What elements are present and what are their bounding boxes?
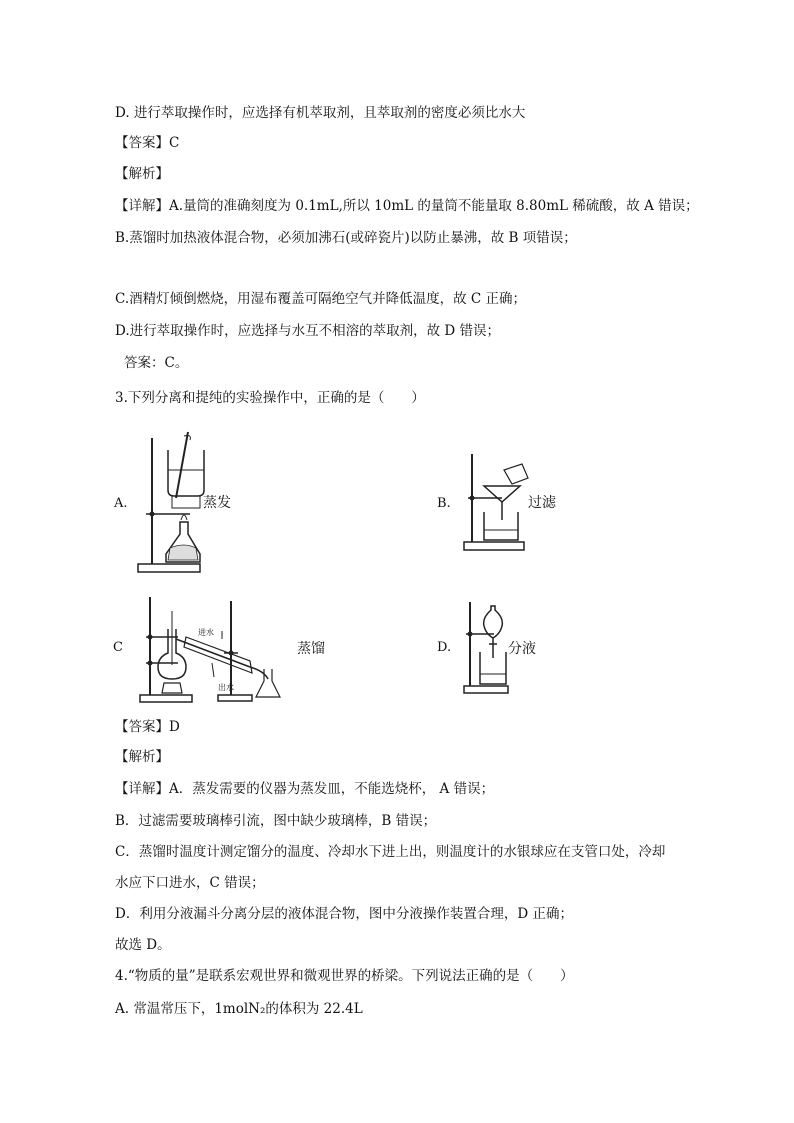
analysis-heading-2: 【解析】 (115, 749, 169, 765)
detail-b-2: B．过滤需要玻璃棒引流，图中缺少玻璃棒，B 错误； (115, 813, 437, 829)
water-out-label: 出水 (218, 683, 234, 692)
figure-d-label: 分液 (508, 641, 536, 657)
figure-b-label: 过滤 (528, 495, 556, 511)
detail-a-2: 【详解】A．蒸发需要的仪器为蒸发皿，不能选烧杯， A 错误； (115, 781, 495, 797)
answer-summary: 答案：C。 (124, 355, 189, 371)
filtration-apparatus (462, 450, 530, 555)
figure-a-letter: A. (114, 496, 128, 511)
question-4-option-a: A. 常温常压下，1molN₂的体积为 22.4L (115, 1001, 363, 1017)
option-d-text: D. 进行萃取操作时，应选择有机萃取剂，且萃取剂的密度必须比水大 (115, 105, 526, 121)
water-in-label: 进水 (198, 628, 214, 637)
question-4: 4.“物质的量”是联系宏观世界和微观世界的桥梁。下列说法正确的是（ ） (115, 968, 574, 984)
separatory-funnel-apparatus (462, 598, 512, 698)
conclusion: 故选 D。 (115, 937, 171, 953)
analysis-heading: 【解析】 (115, 166, 169, 182)
evaporation-apparatus (138, 430, 218, 575)
question-3: 3.下列分离和提纯的实验操作中，正确的是（ ） (115, 390, 425, 406)
figure-a-label: 蒸发 (203, 495, 231, 511)
detail-a: 【详解】A.量筒的准确刻度为 0.1mL,所以 10mL 的量筒不能量取 8.80mL 稀硫酸，故 A 错误； (115, 198, 699, 214)
figure-c-letter: C (113, 640, 123, 655)
detail-c-2-cont: 水应下口进水，C 错误； (115, 875, 265, 891)
figure-b-letter: B. (437, 496, 451, 511)
answer-line: 【答案】C (115, 135, 180, 151)
answer-line-2: 【答案】D (115, 719, 180, 735)
detail-b: B.蒸馏时加热液体混合物，必须加沸石(或碎瓷片)以防止暴沸，故 B 项错误； (115, 230, 577, 246)
detail-d: D.进行萃取操作时，应选择与水互不相溶的萃取剂，故 D 错误； (115, 323, 501, 339)
detail-c: C.酒精灯倾倒燃烧，用湿布覆盖可隔绝空气并降低温度，故 C 正确； (115, 291, 527, 307)
detail-c-2: C．蒸馏时温度计测定馏分的温度、冷却水下进上出，则温度计的水银球应在支管口处，冷却 (115, 844, 666, 860)
detail-d-2: D．利用分液漏斗分离分层的液体混合物，图中分液操作装置合理，D 正确； (115, 906, 573, 922)
figure-c-label: 蒸馏 (297, 641, 325, 657)
figure-d-letter: D. (437, 640, 452, 655)
